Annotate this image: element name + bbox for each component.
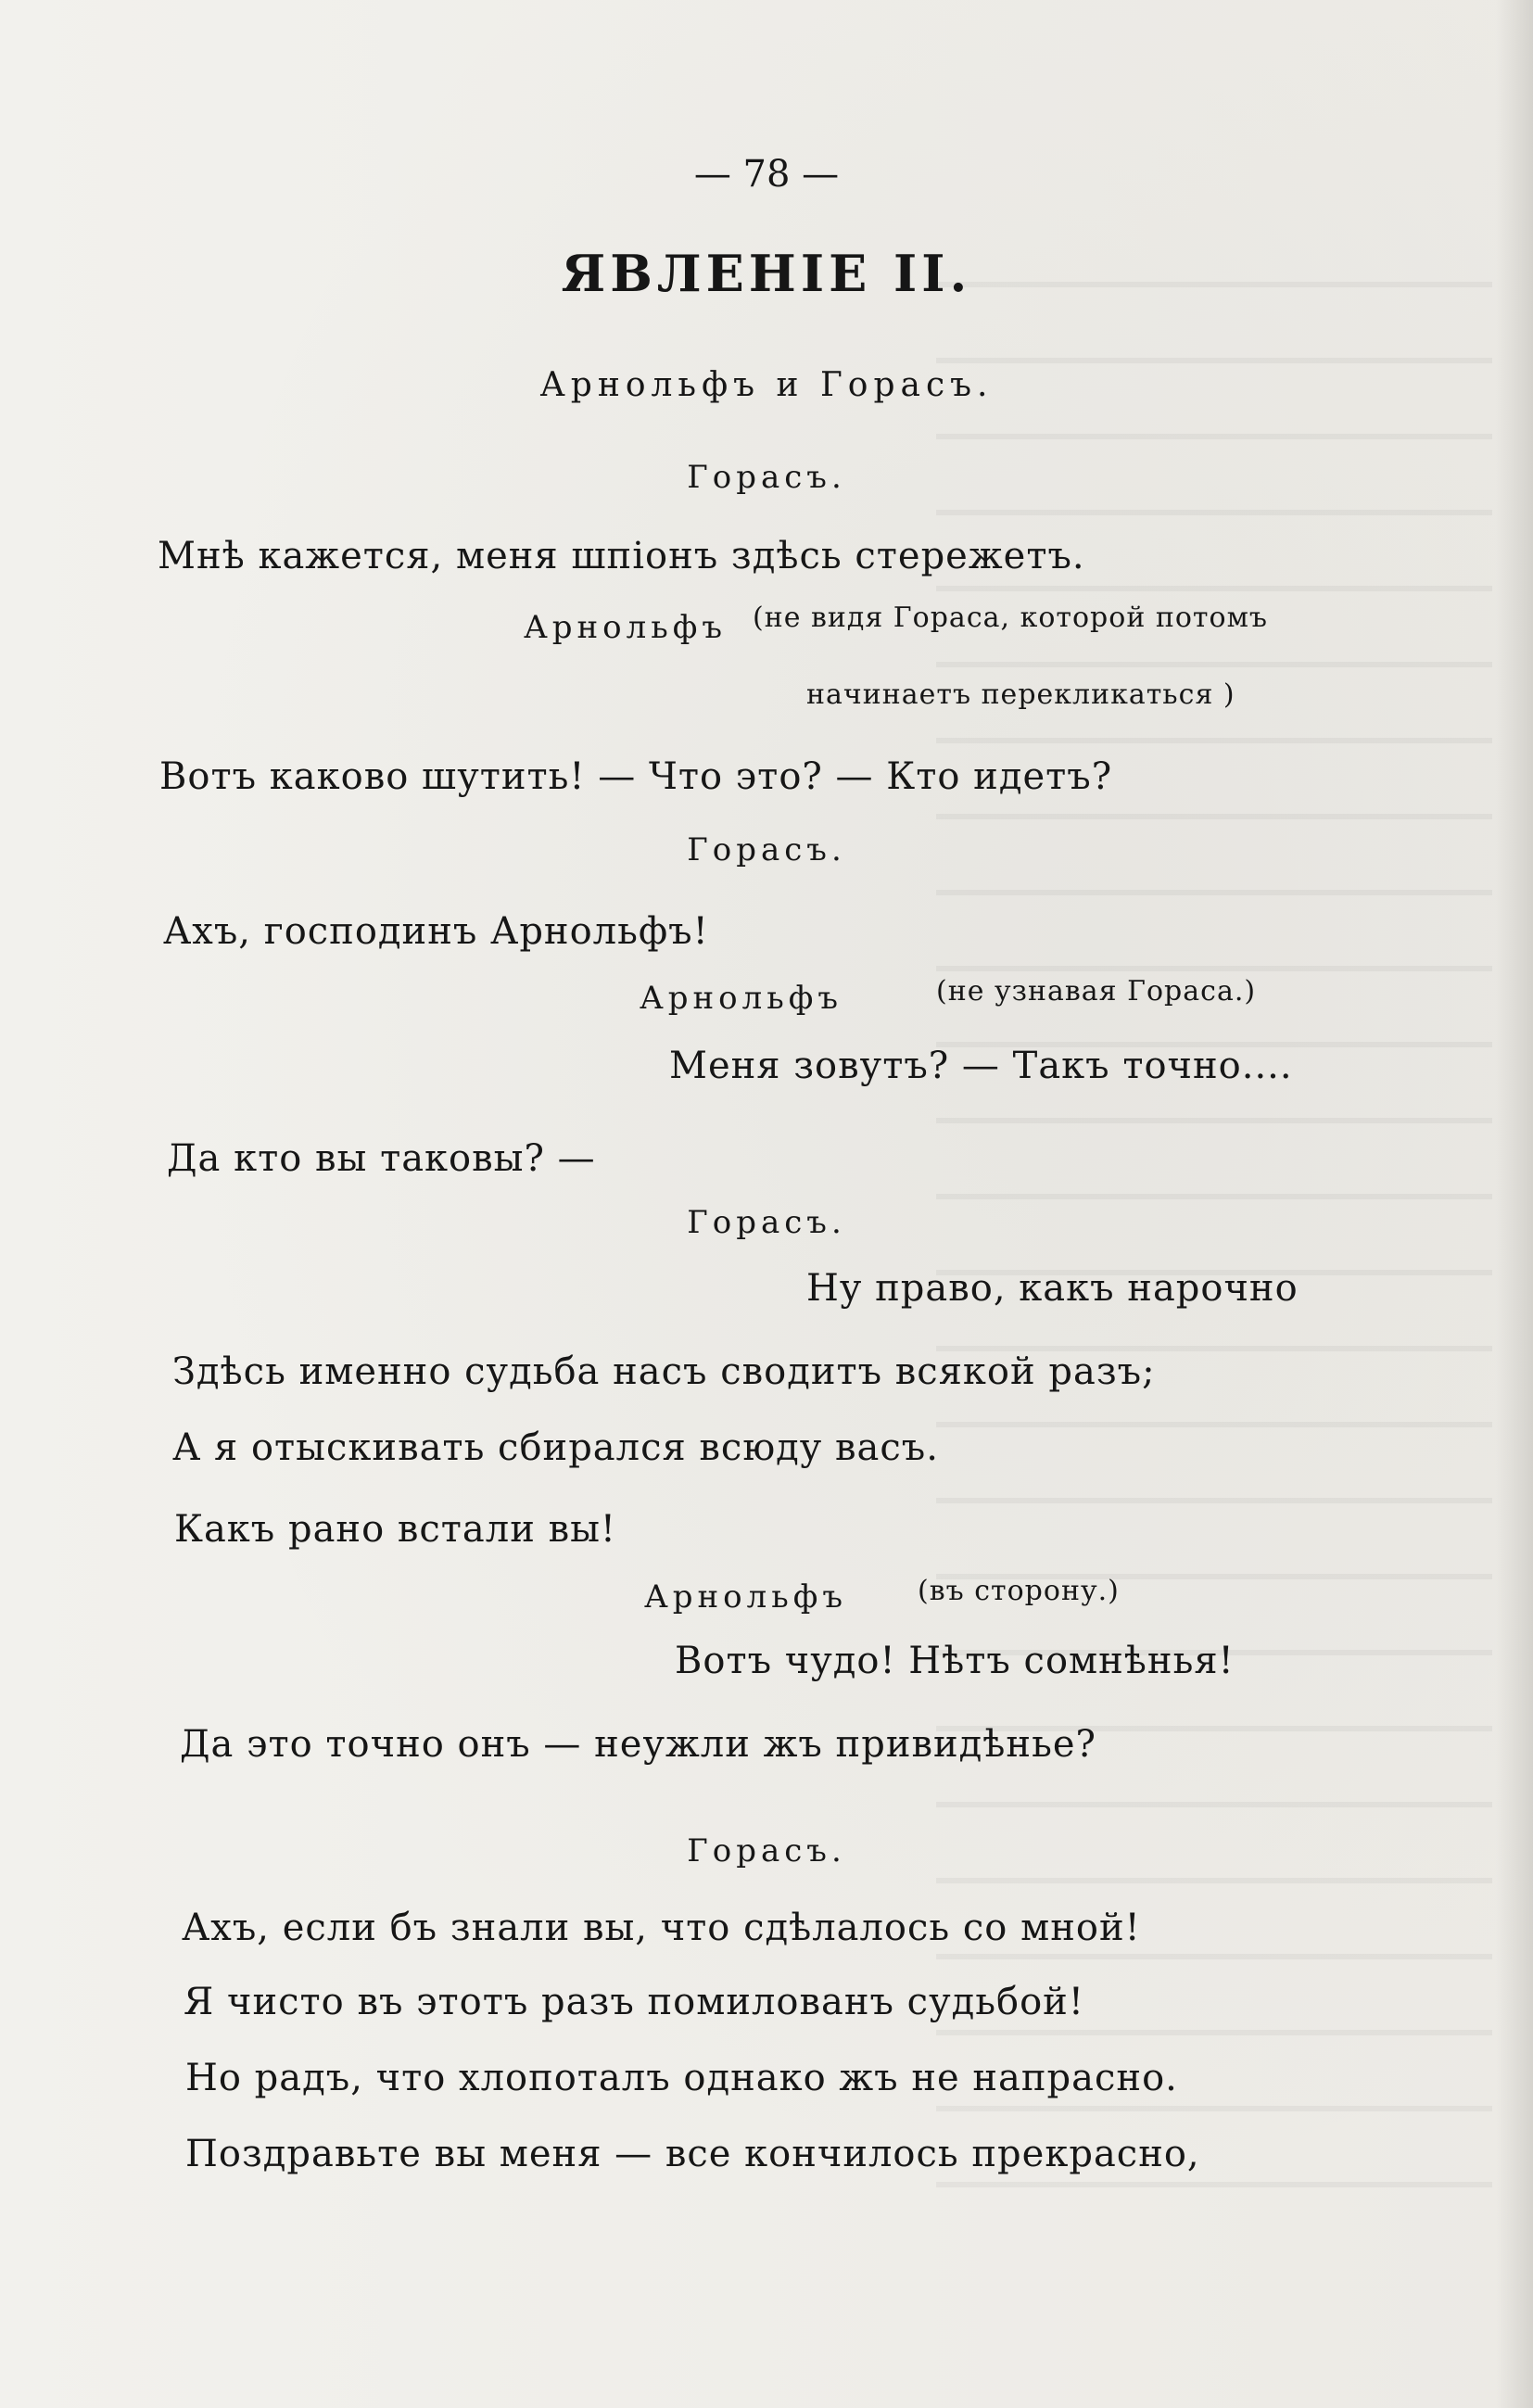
stage-direction: (не узнавая Гораса.) bbox=[936, 975, 1257, 1008]
speaker-arnolf: Арнольфъ bbox=[640, 980, 843, 1017]
speaker-horas: Горасъ. bbox=[687, 1832, 846, 1869]
speaker-arnolf: Арнольфъ bbox=[644, 1578, 847, 1616]
verse-line: Вотъ каково шутить! — Что это? — Кто идетъ? bbox=[159, 755, 1113, 798]
verse-line: Ахъ, если бъ знали вы, что сдѣлалось со мной! bbox=[182, 1907, 1141, 1949]
verse-line: Я чисто въ этотъ разъ помилованъ судьбой! bbox=[184, 1981, 1084, 2023]
page-gutter-shadow bbox=[1496, 0, 1533, 2408]
verse-line: Какъ рано встали вы! bbox=[174, 1508, 616, 1551]
verse-line: Вотъ чудо! Нѣтъ сомнѣнья! bbox=[675, 1640, 1235, 1682]
verse-line: Ахъ, господинъ Арнольфъ! bbox=[163, 910, 709, 953]
verse-line: Меня зовутъ? — Такъ точно.... bbox=[669, 1045, 1293, 1087]
cast-list: Арнольфъ и Горасъ. bbox=[539, 366, 994, 404]
verse-line: Мнѣ кажется, меня шпіонъ здѣсь стережетъ. bbox=[158, 535, 1085, 577]
verse-line: Поздравьте вы меня — все кончилось прекрасно, bbox=[185, 2133, 1200, 2175]
verse-line: Но радъ, что хлопоталъ однако жъ не напрасно. bbox=[185, 2057, 1178, 2099]
speaker-horas: Горасъ. bbox=[687, 459, 846, 496]
speaker-horas: Горасъ. bbox=[687, 831, 846, 868]
verse-line: Да кто вы таковы? — bbox=[167, 1137, 596, 1180]
stage-direction: (не видя Гораса, которой потомъ bbox=[753, 602, 1268, 634]
verse-line: Здѣсь именно судьба насъ сводитъ всякой разъ; bbox=[172, 1350, 1156, 1393]
stage-direction: начинаетъ перекликаться ) bbox=[806, 678, 1235, 711]
verse-line: А я отыскивать сбирался всюду васъ. bbox=[172, 1426, 939, 1469]
speaker-arnolf: Арнольфъ bbox=[524, 609, 727, 646]
verse-line: Да это точно онъ — неужли жъ привидѣнье? bbox=[180, 1723, 1096, 1766]
scene-heading: ЯВЛЕНIЕ II. bbox=[561, 244, 972, 303]
stage-direction: (въ сторону.) bbox=[918, 1575, 1120, 1607]
speaker-horas: Горасъ. bbox=[687, 1204, 846, 1241]
verse-line: Ну право, какъ нарочно bbox=[806, 1267, 1299, 1310]
page-number: — 78 — bbox=[693, 153, 840, 196]
